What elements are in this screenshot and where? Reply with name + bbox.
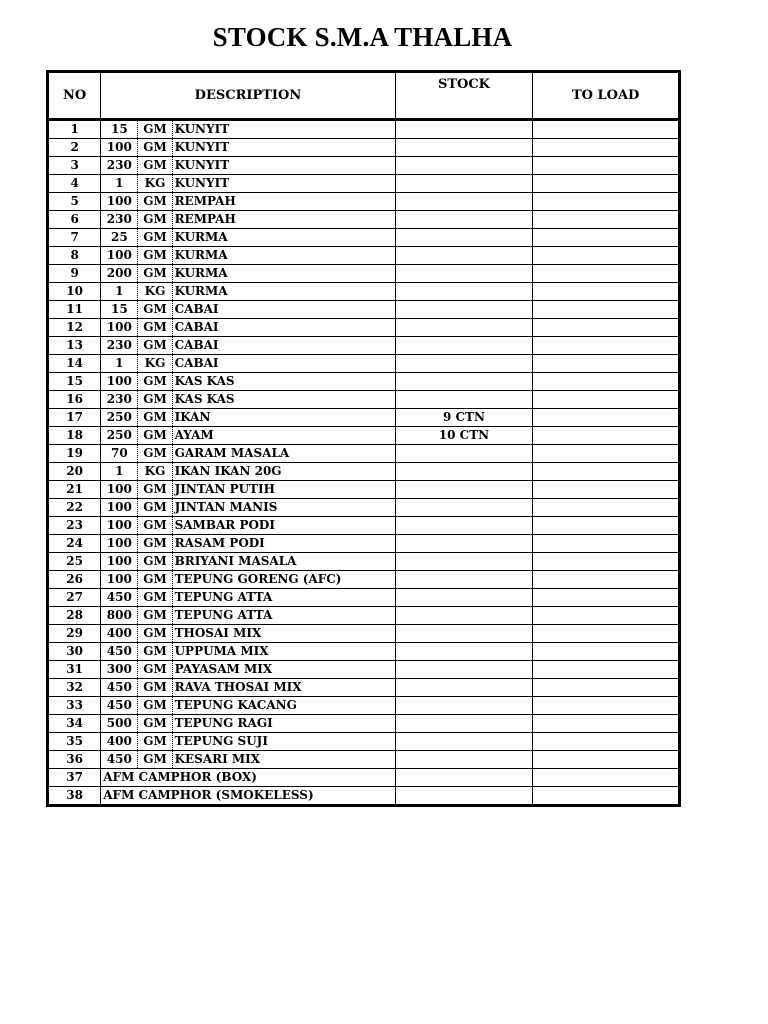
stock-table	[46, 70, 681, 807]
table-row	[48, 769, 680, 787]
row-number[interactable]: 19	[48, 445, 101, 463]
row-number[interactable]: 26	[48, 571, 101, 589]
item-quantity[interactable]: 1	[101, 355, 138, 373]
to-load-cell[interactable]	[533, 787, 680, 806]
row-number[interactable]: 33	[48, 697, 101, 715]
item-unit[interactable]: GM	[138, 193, 172, 211]
row-number[interactable]: 8	[48, 247, 101, 265]
to-load-cell[interactable]	[533, 607, 680, 625]
item-name[interactable]: TEPUNG ATTA	[172, 589, 395, 607]
item-name[interactable]: SAMBAR PODI	[172, 517, 395, 535]
item-quantity[interactable]: 100	[101, 499, 138, 517]
stock-cell[interactable]	[395, 157, 533, 175]
item-name[interactable]: IKAN IKAN 20G	[172, 463, 395, 481]
item-name[interactable]: RASAM PODI	[172, 535, 395, 553]
to-load-cell[interactable]	[533, 751, 680, 769]
row-number[interactable]: 13	[48, 337, 101, 355]
to-load-cell[interactable]	[533, 427, 680, 445]
item-quantity[interactable]: 70	[101, 445, 138, 463]
to-load-cell[interactable]	[533, 715, 680, 733]
row-number[interactable]: 10	[48, 283, 101, 301]
to-load-cell[interactable]	[533, 409, 680, 427]
stock-cell[interactable]	[395, 481, 533, 499]
row-number[interactable]: 11	[48, 301, 101, 319]
stock-cell[interactable]	[395, 643, 533, 661]
row-number[interactable]: 16	[48, 391, 101, 409]
item-quantity[interactable]: 100	[101, 517, 138, 535]
item-quantity[interactable]: 800	[101, 607, 138, 625]
item-name[interactable]: THOSAI MIX	[172, 625, 395, 643]
page-title: STOCK S.M.A THALHA	[212, 22, 513, 52]
item-name[interactable]: KUNYIT	[172, 157, 395, 175]
table-row	[48, 355, 680, 373]
item-unit[interactable]: GM	[138, 643, 172, 661]
stock-cell[interactable]	[395, 337, 533, 355]
item-quantity[interactable]: 15	[101, 120, 138, 139]
item-quantity[interactable]: 500	[101, 715, 138, 733]
stock-cell[interactable]	[395, 589, 533, 607]
item-unit[interactable]: GM	[138, 589, 172, 607]
to-load-cell[interactable]	[533, 517, 680, 535]
row-number[interactable]: 12	[48, 319, 101, 337]
table-row	[48, 571, 680, 589]
item-unit[interactable]: GM	[138, 751, 172, 769]
header-row	[48, 72, 680, 120]
table-row	[48, 391, 680, 409]
stock-cell[interactable]	[395, 229, 533, 247]
item-unit[interactable]: KG	[138, 355, 172, 373]
item-quantity[interactable]: 250	[101, 409, 138, 427]
row-number[interactable]: 31	[48, 661, 101, 679]
item-quantity[interactable]: 100	[101, 193, 138, 211]
item-unit[interactable]: GM	[138, 517, 172, 535]
item-name[interactable]: KESARI MIX	[172, 751, 395, 769]
table-row	[48, 715, 680, 733]
row-number[interactable]: 22	[48, 499, 101, 517]
table-row	[48, 679, 680, 697]
table-row	[48, 517, 680, 535]
stock-cell[interactable]	[395, 301, 533, 319]
stock-cell[interactable]	[395, 715, 533, 733]
item-name[interactable]: RAVA THOSAI MIX	[172, 679, 395, 697]
to-load-cell[interactable]	[533, 481, 680, 499]
item-unit[interactable]: GM	[138, 265, 172, 283]
item-unit[interactable]: GM	[138, 679, 172, 697]
to-load-cell[interactable]	[533, 679, 680, 697]
to-load-cell[interactable]	[533, 229, 680, 247]
row-number[interactable]: 34	[48, 715, 101, 733]
item-quantity[interactable]: 450	[101, 679, 138, 697]
item-name[interactable]: REMPAH	[172, 211, 395, 229]
item-quantity[interactable]: 100	[101, 535, 138, 553]
table-row	[48, 373, 680, 391]
to-load-cell[interactable]	[533, 571, 680, 589]
table-row	[48, 229, 680, 247]
item-quantity[interactable]: 1	[101, 463, 138, 481]
table-row	[48, 787, 680, 806]
item-unit[interactable]: GM	[138, 697, 172, 715]
to-load-cell[interactable]	[533, 175, 680, 193]
item-unit[interactable]: GM	[138, 409, 172, 427]
stock-cell[interactable]	[395, 373, 533, 391]
to-load-cell[interactable]	[533, 139, 680, 157]
row-number[interactable]: 15	[48, 373, 101, 391]
item-unit[interactable]: KG	[138, 175, 172, 193]
item-name[interactable]: KAS KAS	[172, 391, 395, 409]
table-row	[48, 445, 680, 463]
table-row	[48, 661, 680, 679]
item-unit[interactable]: GM	[138, 733, 172, 751]
item-unit[interactable]: GM	[138, 157, 172, 175]
table-row	[48, 481, 680, 499]
item-quantity[interactable]: 450	[101, 643, 138, 661]
item-name[interactable]: CABAI	[172, 301, 395, 319]
item-quantity[interactable]: 1	[101, 175, 138, 193]
to-load-cell[interactable]	[533, 391, 680, 409]
to-load-cell[interactable]	[533, 463, 680, 481]
item-unit[interactable]: KG	[138, 283, 172, 301]
item-name[interactable]: BRIYANI MASALA	[172, 553, 395, 571]
item-unit[interactable]: GM	[138, 319, 172, 337]
to-load-cell[interactable]	[533, 589, 680, 607]
item-unit[interactable]: GM	[138, 499, 172, 517]
item-name[interactable]: CABAI	[172, 337, 395, 355]
row-number[interactable]: 9	[48, 265, 101, 283]
stock-cell[interactable]	[395, 661, 533, 679]
stock-cell[interactable]	[395, 517, 533, 535]
item-unit[interactable]: GM	[138, 427, 172, 445]
to-load-cell[interactable]	[533, 319, 680, 337]
item-quantity[interactable]: 100	[101, 139, 138, 157]
item-name[interactable]: TEPUNG GORENG (AFC)	[172, 571, 395, 589]
row-number[interactable]: 36	[48, 751, 101, 769]
stock-cell[interactable]	[395, 355, 533, 373]
row-number[interactable]: 27	[48, 589, 101, 607]
stock-cell[interactable]	[395, 625, 533, 643]
to-load-cell[interactable]	[533, 211, 680, 229]
row-number[interactable]: 30	[48, 643, 101, 661]
row-number[interactable]: 24	[48, 535, 101, 553]
item-unit[interactable]: GM	[138, 229, 172, 247]
table-row	[48, 337, 680, 355]
item-quantity[interactable]: 100	[101, 319, 138, 337]
item-name[interactable]: KURMA	[172, 283, 395, 301]
stock-cell[interactable]	[395, 247, 533, 265]
item-name[interactable]: JINTAN PUTIH	[172, 481, 395, 499]
to-load-cell[interactable]	[533, 769, 680, 787]
row-number[interactable]: 6	[48, 211, 101, 229]
stock-cell[interactable]: 10 CTN	[395, 427, 533, 445]
to-load-cell[interactable]	[533, 247, 680, 265]
stock-cell[interactable]	[395, 787, 533, 806]
item-name[interactable]: KURMA	[172, 229, 395, 247]
to-load-cell[interactable]	[533, 193, 680, 211]
table-row	[48, 409, 680, 427]
to-load-cell[interactable]	[533, 445, 680, 463]
stock-cell[interactable]	[395, 751, 533, 769]
table-row	[48, 157, 680, 175]
to-load-cell[interactable]	[533, 661, 680, 679]
row-number[interactable]: 28	[48, 607, 101, 625]
table-row	[48, 643, 680, 661]
stock-cell[interactable]	[395, 733, 533, 751]
stock-cell[interactable]	[395, 571, 533, 589]
to-load-cell[interactable]	[533, 733, 680, 751]
item-name[interactable]: KUNYIT	[172, 139, 395, 157]
table-row	[48, 535, 680, 553]
item-quantity[interactable]: 450	[101, 589, 138, 607]
item-quantity[interactable]: 400	[101, 733, 138, 751]
to-load-cell[interactable]	[533, 337, 680, 355]
row-number[interactable]: 37	[48, 769, 101, 787]
row-number[interactable]: 14	[48, 355, 101, 373]
header-no: NO	[48, 72, 101, 120]
item-unit[interactable]: GM	[138, 571, 172, 589]
item-description[interactable]: AFM CAMPHOR (SMOKELESS)	[101, 787, 395, 806]
row-number[interactable]: 35	[48, 733, 101, 751]
item-unit[interactable]: GM	[138, 535, 172, 553]
item-name[interactable]: KURMA	[172, 247, 395, 265]
table-row	[48, 175, 680, 193]
item-quantity[interactable]: 1	[101, 283, 138, 301]
row-number[interactable]: 3	[48, 157, 101, 175]
item-unit[interactable]: GM	[138, 445, 172, 463]
item-quantity[interactable]: 100	[101, 553, 138, 571]
item-quantity[interactable]: 450	[101, 697, 138, 715]
to-load-cell[interactable]	[533, 499, 680, 517]
item-unit[interactable]: GM	[138, 139, 172, 157]
stock-cell[interactable]	[395, 679, 533, 697]
stock-cell[interactable]	[395, 445, 533, 463]
item-quantity[interactable]: 100	[101, 571, 138, 589]
item-unit[interactable]: GM	[138, 120, 172, 139]
table-row	[48, 589, 680, 607]
item-quantity[interactable]: 25	[101, 229, 138, 247]
stock-cell[interactable]	[395, 553, 533, 571]
row-number[interactable]: 21	[48, 481, 101, 499]
item-name[interactable]: PAYASAM MIX	[172, 661, 395, 679]
to-load-cell[interactable]	[533, 553, 680, 571]
item-unit[interactable]: KG	[138, 463, 172, 481]
table-row	[48, 319, 680, 337]
to-load-cell[interactable]	[533, 283, 680, 301]
item-name[interactable]: CABAI	[172, 319, 395, 337]
to-load-cell[interactable]	[533, 301, 680, 319]
item-name[interactable]: KURMA	[172, 265, 395, 283]
stock-cell[interactable]: 9 CTN	[395, 409, 533, 427]
item-description[interactable]: AFM CAMPHOR (BOX)	[101, 769, 395, 787]
table-row	[48, 301, 680, 319]
row-number[interactable]: 5	[48, 193, 101, 211]
table-body	[48, 120, 680, 806]
item-name[interactable]: GARAM MASALA	[172, 445, 395, 463]
row-number[interactable]: 17	[48, 409, 101, 427]
table-row	[48, 733, 680, 751]
table-row	[48, 120, 680, 139]
item-quantity[interactable]: 15	[101, 301, 138, 319]
stock-cell[interactable]	[395, 697, 533, 715]
row-number[interactable]: 25	[48, 553, 101, 571]
item-name[interactable]: TEPUNG KACANG	[172, 697, 395, 715]
item-unit[interactable]: GM	[138, 211, 172, 229]
table-row	[48, 607, 680, 625]
table-row	[48, 193, 680, 211]
item-quantity[interactable]: 250	[101, 427, 138, 445]
to-load-cell[interactable]	[533, 120, 680, 139]
row-number[interactable]: 18	[48, 427, 101, 445]
stock-cell[interactable]	[395, 607, 533, 625]
to-load-cell[interactable]	[533, 157, 680, 175]
item-unit[interactable]: GM	[138, 373, 172, 391]
stock-cell[interactable]	[395, 769, 533, 787]
header-to-load: TO LOAD	[533, 72, 680, 120]
row-number[interactable]: 23	[48, 517, 101, 535]
item-quantity[interactable]: 100	[101, 481, 138, 499]
table-row	[48, 553, 680, 571]
item-quantity[interactable]: 200	[101, 265, 138, 283]
table-row	[48, 499, 680, 517]
row-number[interactable]: 32	[48, 679, 101, 697]
stock-cell[interactable]	[395, 120, 533, 139]
header-stock: STOCK	[395, 72, 533, 120]
item-unit[interactable]: GM	[138, 715, 172, 733]
item-name[interactable]: CABAI	[172, 355, 395, 373]
row-number[interactable]: 2	[48, 139, 101, 157]
item-name[interactable]: AYAM	[172, 427, 395, 445]
item-name[interactable]: JINTAN MANIS	[172, 499, 395, 517]
row-number[interactable]: 7	[48, 229, 101, 247]
item-name[interactable]: KUNYIT	[172, 120, 395, 139]
stock-cell[interactable]	[395, 175, 533, 193]
stock-cell[interactable]	[395, 499, 533, 517]
to-load-cell[interactable]	[533, 265, 680, 283]
stock-cell[interactable]	[395, 319, 533, 337]
row-number[interactable]: 20	[48, 463, 101, 481]
stock-cell[interactable]	[395, 391, 533, 409]
item-unit[interactable]: GM	[138, 391, 172, 409]
item-quantity[interactable]: 100	[101, 247, 138, 265]
item-name[interactable]: KUNYIT	[172, 175, 395, 193]
to-load-cell[interactable]	[533, 697, 680, 715]
row-number[interactable]: 29	[48, 625, 101, 643]
stock-cell[interactable]	[395, 193, 533, 211]
table-row	[48, 139, 680, 157]
item-name[interactable]: REMPAH	[172, 193, 395, 211]
item-name[interactable]: UPPUMA MIX	[172, 643, 395, 661]
item-quantity[interactable]: 230	[101, 391, 138, 409]
item-quantity[interactable]: 450	[101, 751, 138, 769]
row-number[interactable]: 1	[48, 120, 101, 139]
to-load-cell[interactable]	[533, 625, 680, 643]
table-row	[48, 265, 680, 283]
to-load-cell[interactable]	[533, 373, 680, 391]
item-unit[interactable]: GM	[138, 301, 172, 319]
item-name[interactable]: TEPUNG ATTA	[172, 607, 395, 625]
to-load-cell[interactable]	[533, 355, 680, 373]
item-quantity[interactable]: 230	[101, 157, 138, 175]
item-unit[interactable]: GM	[138, 553, 172, 571]
stock-cell[interactable]	[395, 265, 533, 283]
table-row	[48, 697, 680, 715]
item-quantity[interactable]: 230	[101, 337, 138, 355]
item-name[interactable]: KAS KAS	[172, 373, 395, 391]
item-quantity[interactable]: 100	[101, 373, 138, 391]
item-quantity[interactable]: 400	[101, 625, 138, 643]
item-unit[interactable]: GM	[138, 247, 172, 265]
table-row	[48, 463, 680, 481]
stock-cell[interactable]	[395, 211, 533, 229]
item-unit[interactable]: GM	[138, 661, 172, 679]
item-quantity[interactable]: 230	[101, 211, 138, 229]
stock-cell[interactable]	[395, 139, 533, 157]
stock-cell[interactable]	[395, 535, 533, 553]
row-number[interactable]: 4	[48, 175, 101, 193]
item-unit[interactable]: GM	[138, 481, 172, 499]
item-name[interactable]: TEPUNG SUJI	[172, 733, 395, 751]
table-row	[48, 751, 680, 769]
item-unit[interactable]: GM	[138, 625, 172, 643]
header-description: DESCRIPTION	[101, 72, 395, 120]
to-load-cell[interactable]	[533, 535, 680, 553]
table-row	[48, 211, 680, 229]
to-load-cell[interactable]	[533, 643, 680, 661]
item-unit[interactable]: GM	[138, 607, 172, 625]
row-number[interactable]: 38	[48, 787, 101, 806]
stock-cell[interactable]	[395, 463, 533, 481]
item-name[interactable]: IKAN	[172, 409, 395, 427]
table-row	[48, 283, 680, 301]
table-row	[48, 427, 680, 445]
table-row	[48, 247, 680, 265]
stock-cell[interactable]	[395, 283, 533, 301]
item-unit[interactable]: GM	[138, 337, 172, 355]
table-row	[48, 625, 680, 643]
item-quantity[interactable]: 300	[101, 661, 138, 679]
item-name[interactable]: TEPUNG RAGI	[172, 715, 395, 733]
